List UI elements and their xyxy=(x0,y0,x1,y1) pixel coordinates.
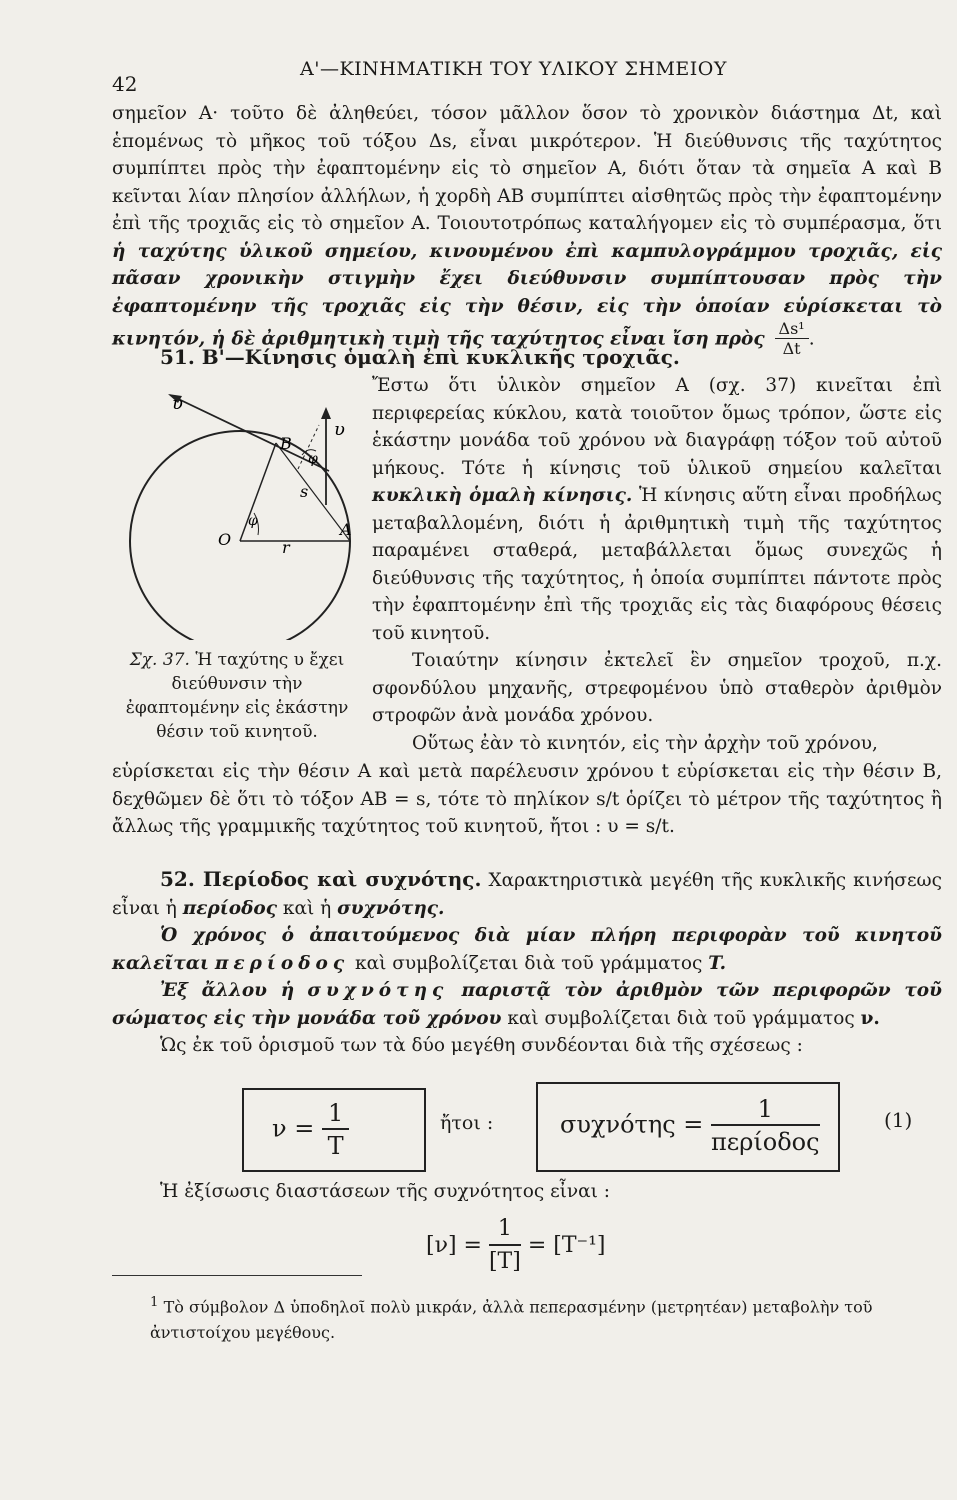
equation-box-left xyxy=(242,1088,426,1172)
definition-period-b: περίοδος xyxy=(214,952,350,974)
section-51-heading: 51. Β'—Κίνησις ὁμαλὴ ἐπὶ κυκλικῆς τροχιᾶς. xyxy=(160,345,680,369)
label-v2: υ xyxy=(334,419,345,440)
velocity-vector-B xyxy=(170,395,329,471)
section-51-text1: Ἔστω ὅτι ὑλικὸν σημεῖον Α (σχ. 37) κινεῖται ἐπὶ περιφερείας κύκλου, κατὰ τοιοῦτον ὅμως τρόπον, ὥστε εἰς ἑκάστην μονάδα τοῦ χρόνου νὰ διαγράφῃ τόξον τοῦ αὐτοῦ μήκους. Τότε ἡ κίνησις τοῦ ὑλικοῦ σημείου καλεῖται xyxy=(372,375,942,479)
eq-numerator: 1 xyxy=(322,1098,349,1130)
section-51-column xyxy=(372,372,942,757)
section-52-text1b: καὶ ἡ xyxy=(282,897,332,919)
footnote-rule xyxy=(112,1275,362,1276)
intro-paragraph xyxy=(112,100,942,359)
caption-text: Ἡ ταχύτης υ ἔχει διεύθυνσιν τὴν ἐφαπτομένην εἰς ἑκάστην θέσιν τοῦ κινητοῦ. xyxy=(125,650,349,742)
section-51-heading-line xyxy=(160,344,942,373)
term-frequency: συχνότης. xyxy=(337,897,445,919)
eq-numerator2: 1 xyxy=(711,1094,820,1126)
label-B: B xyxy=(280,434,292,453)
ds-numerator: Δs¹ xyxy=(775,320,809,339)
section-52 xyxy=(112,866,942,1060)
definition-frequency-c: παριστᾷ τὸν ἀριθμὸν τῶν περιφορῶν τοῦ σώματος εἰς τὴν μονάδα τοῦ χρόνου xyxy=(112,980,942,1029)
section-52-text1: Χαρακτηριστικὰ μεγέθη τῆς κυκλικῆς κινήσεως εἶναι ἡ xyxy=(112,870,942,919)
definition-frequency-b: συχνότης xyxy=(307,980,449,1001)
label-phi-B: φ xyxy=(308,451,318,467)
eq-lhs2: συχνότης = xyxy=(560,1110,704,1139)
dimensions-text: Ἡ ἐξίσωσις διαστάσεων τῆς συχνότητος εἶναι : xyxy=(160,1181,611,1202)
label-s: s xyxy=(300,482,309,501)
definition-frequency-e: ν. xyxy=(860,1007,880,1029)
page-number: 42 xyxy=(112,72,138,96)
intro-text: σημεῖον Α· τοῦτο δὲ ἀληθεύει, τόσον μᾶλλον ὅσον τὸ χρονικὸν διάστημα Δt, καὶ ἑπομένως τὸ μῆκος τοῦ τόξου Δs, εἶναι μικρότερον. Ἡ διεύθυνσις τῆς ταχύτητος συμπίπτει πρὸς τὴν ἐφαπτομένην εἰς τὸ σημεῖον Α, διότι ὅταν τὰ σημεῖα Α καὶ Β κεῖνται λίαν πλησίον ἀλλήλων, ἡ χορδὴ ΑΒ συμπίπτει αἰσθητῶς πρὸς τὴν ἐφαπτομένην ἐπὶ τῆς τροχιᾶς εἰς τὸ σημεῖον Α. Τοιουτοτρόπως καταλήγομεν εἰς τὸ συμπέρασμα, ὅτι xyxy=(112,103,942,234)
dim-rhs: = [T⁻¹] xyxy=(527,1233,606,1258)
eq-connector: ἤτοι : xyxy=(440,1112,494,1134)
dimensions-equation xyxy=(426,1214,606,1278)
arrowhead-A xyxy=(321,407,331,419)
label-r: r xyxy=(282,538,290,557)
eq-fraction2 xyxy=(711,1094,820,1158)
eq-denominator2: περίοδος xyxy=(711,1128,820,1156)
footnote-mark: 1 xyxy=(150,1295,159,1310)
eq-denominator: T xyxy=(327,1132,344,1160)
section-51-text3: Τοιαύτην κίνησιν ἐκτελεῖ ἓν σημεῖον τροχοῦ, π.χ. σφονδύλου μηχανῆς, στρεφομένου ὑπὸ σταθερὸν ἀριθμὸν στροφῶν ἀνὰ μονάδα χρόνου. xyxy=(372,650,942,726)
eq-lhs: ν = xyxy=(272,1114,315,1143)
section-51-text4a: Οὕτως ἐὰν τὸ κινητόν, εἰς τὴν ἀρχὴν τοῦ χρόνου, xyxy=(412,732,878,754)
section-51-text2: Ἡ κίνησις αὕτη εἶναι προδήλως μεταβαλλομένη, διότι ἡ ἀριθμητικὴ τιμὴ τῆς ταχύτητος παραμένει σταθερά, μεταβάλλεται ὅμως συνεχῶς ἡ διεύθυνσις τῆς ταχύτητος, ἡ ὁποία συμπίπτει πάντοτε πρὸς τὴν ἐφαπτομένην ἐπὶ τῆς τροχιᾶς εἰς τὰς διαφόρους θέσεις τοῦ κινητοῦ. xyxy=(372,485,942,644)
section-52-heading: 52. Περίοδος καὶ συχνότης. xyxy=(160,867,482,891)
footnote-text: Τὸ σύμβολον Δ ὑποδηλοῖ πολὺ μικράν, ἀλλὰ πεπερασμένην (μετρητέαν) μεταβολὴν τοῦ ἀντιστοίχου μεγέθους. xyxy=(150,1297,873,1343)
definition-frequency-d: καὶ συμβολίζεται διὰ τοῦ γράμματος xyxy=(507,1007,855,1029)
label-A: A xyxy=(340,520,352,539)
definition-period-c: καὶ συμβολίζεται διὰ τοῦ γράμματος xyxy=(355,952,703,974)
dim-fraction xyxy=(489,1214,521,1278)
dim-numerator: 1 xyxy=(489,1214,521,1246)
caption-label: Σχ. 37. xyxy=(129,650,190,670)
intro-end: . xyxy=(808,328,815,350)
intro-emphasis: ἡ ταχύτης ὑλικοῦ σημείου, κινουμένου ἐπὶ καμπυλογράμμου τροχιᾶς, εἰς πᾶσαν χρονικὴν στιγμὴν ἔχει διεύθυνσιν συμπίπτουσαν πρὸς τὴν ἐφαπτομένην τῆς τροχιᾶς εἰς τὴν θέσιν, εἰς τὴν ὁποίαν εὑρίσκεται τὸ κινητόν, ἡ δὲ ἀριθμητικὴ τιμὴ τῆς ταχύτητος εἶναι ἴση πρὸς xyxy=(112,240,942,350)
definition-period-d: T. xyxy=(708,952,727,974)
dim-lhs: [ν] = xyxy=(426,1233,482,1258)
label-phi-O: φ xyxy=(248,513,258,529)
equation-number: (1) xyxy=(884,1108,913,1132)
definition-frequency-a: Ἐξ ἄλλου ἡ xyxy=(160,980,295,1001)
relation-text: Ὡς ἐκ τοῦ ὁρισμοῦ των τὰ δύο μεγέθη συνδέονται διὰ τῆς σχέσεως : xyxy=(160,1035,803,1056)
figure-37 xyxy=(112,385,362,640)
dt-denominator: Δt xyxy=(782,339,801,358)
equation-box-right xyxy=(536,1082,840,1172)
section-51-term: κυκλικὴ ὁμαλὴ κίνησις. xyxy=(372,485,633,506)
running-head: Α'—ΚΙΝΗΜΑΤΙΚΗ ΤΟΥ ΥΛΙΚΟΥ ΣΗΜΕΙΟΥ xyxy=(300,58,727,80)
term-period: περίοδος xyxy=(182,897,278,919)
label-O: O xyxy=(218,530,232,549)
footnote xyxy=(150,1290,940,1346)
eq-fraction xyxy=(322,1098,349,1162)
section-51-continuation xyxy=(112,758,942,841)
dim-denominator: [T] xyxy=(488,1249,521,1274)
definition-period-a: Ὁ χρόνος ὁ ἀπαιτούμενος διὰ μίαν πλήρη περιφορὰν τοῦ κινητοῦ καλεῖται xyxy=(112,925,942,974)
figure-37-caption xyxy=(112,648,362,744)
section-51-text4b: εὑρίσκεται εἰς τὴν θέσιν Α καὶ μετὰ παρέλευσιν χρόνου t εὑρίσκεται εἰς τὴν θέσιν Β, δεχθῶμεν δὲ ὅτι τὸ τόξον ΑΒ = s, τότε τὸ πηλίκον s/t ὁρίζει τὸ μέτρον τῆς ταχύτητος ἢ ἄλλως τῆς γραμμικῆς ταχύτητος τοῦ κινητοῦ, ἤτοι : υ = s/t. xyxy=(112,761,942,837)
label-v1: υ xyxy=(172,393,183,414)
